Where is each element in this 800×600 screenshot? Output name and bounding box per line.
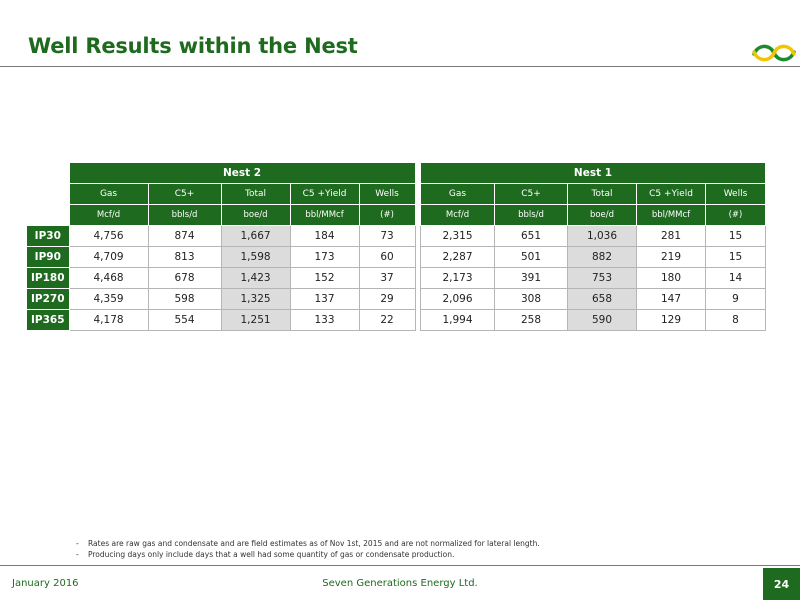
table-cell: 219 <box>637 247 706 268</box>
table-cell: 129 <box>637 310 706 331</box>
table-cell: 501 <box>495 247 568 268</box>
col-header-gas: Gas <box>421 184 495 205</box>
footnote-text: Producing days only include days that a well had some quantity of gas or condensate production. <box>88 550 455 559</box>
table-row <box>27 268 416 289</box>
row-label: IP365 <box>27 310 70 331</box>
table-cell: 4,178 <box>69 310 148 331</box>
table-cell: 2,096 <box>421 289 495 310</box>
col-header-wells: Wells <box>359 184 415 205</box>
table-cell: 2,173 <box>421 268 495 289</box>
table-cell: 4,359 <box>69 289 148 310</box>
unit-gas: Mcf/d <box>69 205 148 226</box>
footer-date: January 2016 <box>12 578 79 589</box>
row-label: IP270 <box>27 289 70 310</box>
title-divider <box>0 66 800 67</box>
table-row <box>27 226 416 247</box>
table-cell: 8 <box>706 310 766 331</box>
footer-divider <box>0 565 800 566</box>
table-cell: 152 <box>290 268 359 289</box>
nest-1-table <box>420 162 766 331</box>
table-row <box>421 289 766 310</box>
table-row <box>421 247 766 268</box>
col-header-gas: Gas <box>69 184 148 205</box>
footer-company: Seven Generations Energy Ltd. <box>322 578 478 589</box>
table-cell: 308 <box>495 289 568 310</box>
unit-c5-yield: bbl/MMcf <box>290 205 359 226</box>
page-title: Well Results within the Nest <box>28 34 358 58</box>
table-row <box>27 310 416 331</box>
table-cell: 1,423 <box>221 268 290 289</box>
table-cell: 184 <box>290 226 359 247</box>
col-header-c5-yield: C5 +Yield <box>290 184 359 205</box>
corner-blank <box>27 163 70 184</box>
table-cell: 137 <box>290 289 359 310</box>
unit-c5-yield: bbl/MMcf <box>637 205 706 226</box>
table-cell: 4,468 <box>69 268 148 289</box>
footnote-item: - Producing days only include days that a well had some quantity of gas or condensate production. <box>76 550 455 559</box>
table-cell: 2,287 <box>421 247 495 268</box>
unit-c5: bbls/d <box>148 205 221 226</box>
table-row <box>421 226 766 247</box>
table-cell: 258 <box>495 310 568 331</box>
table-cell: 22 <box>359 310 415 331</box>
table-cell: 180 <box>637 268 706 289</box>
unit-c5: bbls/d <box>495 205 568 226</box>
table-row <box>27 247 416 268</box>
table-cell: 133 <box>290 310 359 331</box>
table-cell: 29 <box>359 289 415 310</box>
table-row <box>27 289 416 310</box>
unit-total: boe/d <box>221 205 290 226</box>
table-cell: 651 <box>495 226 568 247</box>
table-cell: 15 <box>706 247 766 268</box>
table-cell: 1,325 <box>221 289 290 310</box>
table-cell: 173 <box>290 247 359 268</box>
table-cell: 15 <box>706 226 766 247</box>
nest-2-title: Nest 2 <box>69 163 415 184</box>
nest-1-title: Nest 1 <box>421 163 766 184</box>
unit-wells: (#) <box>706 205 766 226</box>
row-label: IP180 <box>27 268 70 289</box>
table-cell: 1,036 <box>568 226 637 247</box>
col-header-c5-yield: C5 +Yield <box>637 184 706 205</box>
table-cell: 147 <box>637 289 706 310</box>
row-label: IP30 <box>27 226 70 247</box>
page-number: 24 <box>763 568 800 600</box>
table-cell: 73 <box>359 226 415 247</box>
company-logo-icon <box>750 42 798 64</box>
table-cell: 753 <box>568 268 637 289</box>
table-cell: 882 <box>568 247 637 268</box>
unit-wells: (#) <box>359 205 415 226</box>
table-cell: 1,251 <box>221 310 290 331</box>
col-header-c5: C5+ <box>148 184 221 205</box>
table-cell: 37 <box>359 268 415 289</box>
table-cell: 4,756 <box>69 226 148 247</box>
table-cell: 391 <box>495 268 568 289</box>
table-row <box>421 268 766 289</box>
footnote-item: - Rates are raw gas and condensate and are field estimates as of Nov 1st, 2015 and are not normalized for lateral length. <box>76 539 540 548</box>
table-row <box>421 310 766 331</box>
footnotes <box>76 538 540 560</box>
table-cell: 598 <box>148 289 221 310</box>
table-cell: 813 <box>148 247 221 268</box>
table-cell: 281 <box>637 226 706 247</box>
row-label: IP90 <box>27 247 70 268</box>
col-header-wells: Wells <box>706 184 766 205</box>
unit-total: boe/d <box>568 205 637 226</box>
table-cell: 554 <box>148 310 221 331</box>
table-cell: 14 <box>706 268 766 289</box>
table-cell: 874 <box>148 226 221 247</box>
footnote-text: Rates are raw gas and condensate and are field estimates as of Nov 1st, 2015 and are not normalized for lateral length. <box>88 539 540 548</box>
col-header-c5: C5+ <box>495 184 568 205</box>
table-cell: 1,598 <box>221 247 290 268</box>
table-cell: 2,315 <box>421 226 495 247</box>
table-cell: 1,667 <box>221 226 290 247</box>
table-cell: 658 <box>568 289 637 310</box>
table-cell: 4,709 <box>69 247 148 268</box>
table-cell: 678 <box>148 268 221 289</box>
table-cell: 9 <box>706 289 766 310</box>
col-header-total: Total <box>568 184 637 205</box>
table-cell: 1,994 <box>421 310 495 331</box>
table-cell: 590 <box>568 310 637 331</box>
table-cell: 60 <box>359 247 415 268</box>
nest-2-table <box>26 162 416 331</box>
col-header-total: Total <box>221 184 290 205</box>
unit-gas: Mcf/d <box>421 205 495 226</box>
